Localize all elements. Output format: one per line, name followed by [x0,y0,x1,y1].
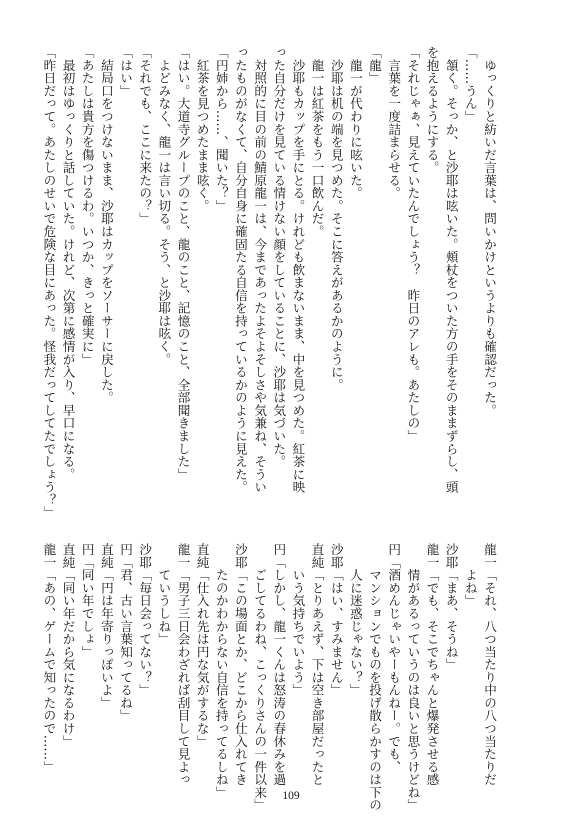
text-line: 沙耶もカップを手にとる。けれども飲まないまま、中を見つめた。紅茶に映 [290,46,306,494]
dialogue-line: ごしてるわね、こっくりさんの一件以来」 [252,543,268,812]
text-line: 「龍」 [367,46,383,85]
text-line: 言葉を一度詰まらせる。 [386,46,402,200]
dialogue-line: よね」 [462,543,478,607]
text-line: 龍一が代わりに呟いた。 [347,46,363,200]
text-line: 龍一は紅茶をもう一口飲んだ。 [309,46,325,238]
text-line: 「はい。大道寺グループのこと、龍のこと、記憶のこと、全部聞きました」 [175,46,191,481]
dialogue-line: 沙耶「はい、すみません」 [328,543,344,697]
text-line: ったものがなくて、自分自身に確固たる自信を持っているかのように見えた。 [232,46,248,494]
dialogue-line: 情があるっていうのは良いと思うけどね」 [405,543,421,812]
main-text-block [41,46,499,519]
dialogue-line: 龍一「あの、ゲームで知ったので……」 [41,543,57,774]
text-line: 対照的に目の前の鯖原龍一は、今まであったよそよそしさや気兼ね、そうい [252,46,268,494]
text-line: ゆっくりと紡いだ言葉は、問いかけというよりも確認だった。 [482,46,497,417]
dialogue-line: たのかわからない自信を持ってるしね」 [213,543,229,799]
text-line: 「あたしは貴方を傷つけるわ。いつか、きっと確実に」 [79,46,95,366]
dialogue-line: 直純「とりあえず、下は空き部屋だったと [309,543,325,786]
text-line: 沙耶は机の端を見つめた。そこに答えがあるかのように。 [328,46,344,392]
text-line: 結局口をつけないまま、沙耶はカップをソーサーに戻した。 [98,46,114,404]
text-line: 「それでも、ここに来たの？」 [137,46,153,225]
text-line: 頷く。そっか、と沙耶は呟いた。頬杖をついた方の手をそのままずらし、頭 [443,46,459,494]
dialogue-line: 人に迷惑じゃない？」 [347,543,363,697]
text-line: よどみなく、龍一は言い切る。そう、と沙耶は呟く。 [156,46,172,366]
dialogue-line: 沙耶「この場面とか、どこから仕入れてき [232,543,248,786]
text-line: 「それじゃぁ、見えていたんでしょう？ 昨日のアレも。あたしの」 [405,46,421,443]
text-line: 「昨日だって。あたしのせいで危険な目にあった。怪我だってしてたでしょう？」 [41,46,57,519]
dialogue-line: 直純「円は年寄りっぽいよ」 [98,543,114,710]
dialogue-line: 円「しかし、龍一くんは怒涛の春休みを過 [271,543,287,786]
dialogue-line: 円「酒めんじゃいやーもんねー。でも、 [386,543,402,774]
dialogue-line: 円「同い年でしょ」 [79,543,95,659]
dialogue-line: 直純「同い年だから気になるわけ」 [60,543,76,748]
dialogue-line: 沙耶「まあ、そうね」 [443,543,459,671]
page-number: 109 [282,790,300,802]
dialogue-line: 龍一「男子三日会わざれば刮目して見よっ [175,543,191,786]
text-line: を抱えるようにする。 [424,46,440,174]
text-line: 「円姉から……、聞いた？」 [213,46,229,213]
dialogue-line: 龍一「でも、そこでちゃんと爆発させる感 [424,543,440,786]
dialogue-line: 龍一「それ、八つ当たり中の八つ当たりだ [482,543,497,786]
text-line: 紅茶を見つめたまま呟く。 [194,46,210,213]
text-line: った自分だけを見ている情けない顔をしていることに、沙耶は気づいた。 [271,46,287,468]
dialogue-line: マンションでものを投げ散らかすのは下の [367,543,383,812]
dialogue-line: 沙耶「毎日会ってない？」 [137,543,153,697]
text-line: 「はい」 [118,46,134,98]
dialogue-line: 直純「仕入れ先は円な気がするな」 [194,543,210,748]
dialogue-line: 円「君、古い言葉知ってるね」 [118,543,134,722]
dialogue-line: いう気持ちでいよう」 [290,543,306,697]
text-line: 「……うん」 [462,46,478,123]
dialogue-line: ていうしね」 [156,543,172,646]
text-line: 最初はゆっくりと話していた。けれど、次第に感情が入り、早口になる。 [60,46,76,481]
